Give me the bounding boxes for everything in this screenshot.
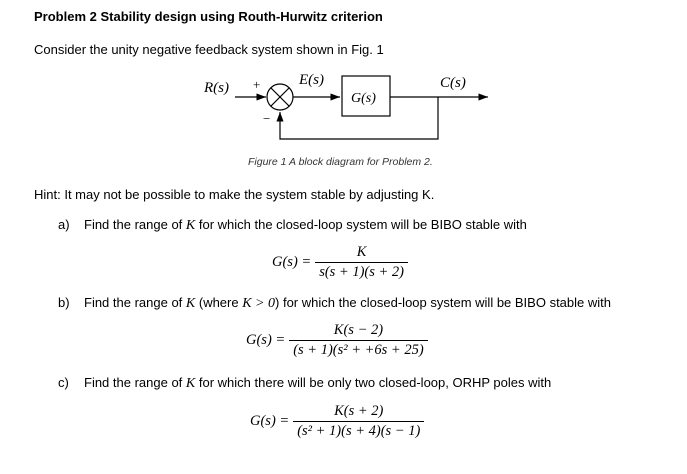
numerator: K(s − 2) (333, 322, 384, 338)
error-label: E(s) (299, 72, 324, 88)
part-c-equation (250, 403, 424, 440)
numerator: K(s + 2) (334, 403, 384, 419)
equation-lhs: G(s) = (250, 413, 290, 429)
part-b-equation (246, 322, 428, 359)
plus-sign: + (253, 77, 261, 92)
output-label: C(s) (440, 75, 466, 91)
denominator: s(s + 1)(s + 2) (315, 262, 408, 281)
transfer-function (289, 322, 427, 359)
part-c-label: c) (58, 375, 69, 390)
equation-lhs: G(s) = (272, 254, 312, 270)
transfer-function (293, 403, 424, 440)
part-c-text: c) Find the range of K for which there will be only two closed-loop, ORHP poles with (58, 375, 552, 391)
figure-caption: Figure 1 A block diagram for Problem 2. (248, 156, 433, 168)
summing-junction (267, 84, 293, 110)
part-a-label: a) (58, 217, 70, 232)
part-b-text: b) Find the range of K (where K > 0) for which the closed-loop system will be BIBO stable with (58, 295, 611, 311)
part-b-label: b) (58, 295, 70, 310)
minus-sign: − (263, 111, 271, 126)
problem-title: Problem 2 Stability design using Routh-Hurwitz criterion (34, 9, 383, 24)
transfer-function (315, 244, 408, 281)
part-a-equation (272, 244, 408, 281)
equation-lhs: G(s) = (246, 332, 286, 348)
block-diagram (0, 0, 687, 160)
denominator: (s² + 1)(s + 4)(s − 1) (293, 421, 424, 440)
part-a-text: a) Find the range of K for which the closed-loop system will be BIBO stable with (58, 217, 527, 233)
intro-text: Consider the unity negative feedback system shown in Fig. 1 (34, 42, 384, 57)
hint-text: Hint: It may not be possible to make the system stable by adjusting K. (34, 187, 435, 202)
input-label: R(s) (204, 80, 229, 96)
block-label: G(s) (351, 91, 376, 106)
denominator: (s + 1)(s² + +6s + 25) (289, 340, 427, 359)
numerator: K (356, 244, 367, 260)
